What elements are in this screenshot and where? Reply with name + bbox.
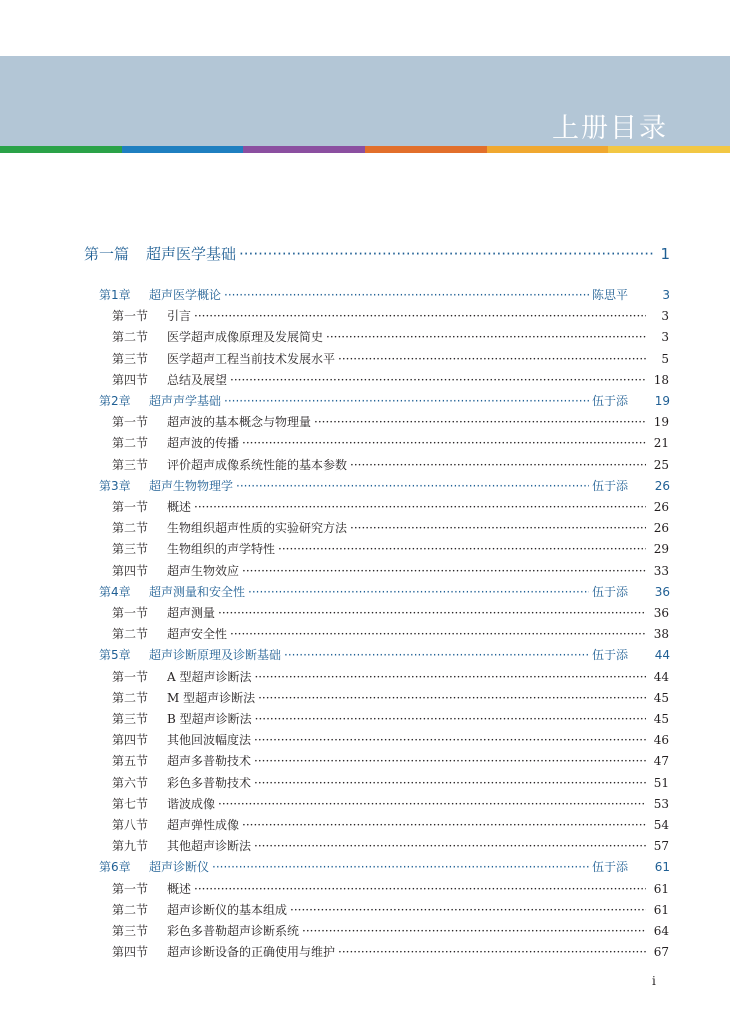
section-page: 67 bbox=[653, 945, 669, 960]
chapter-page: 26 bbox=[654, 478, 670, 493]
section-number: 第一节 bbox=[112, 415, 149, 430]
section-page: 61 bbox=[653, 902, 669, 917]
section-title: 医学超声成像原理及发展简史 bbox=[167, 330, 324, 345]
leader-dots bbox=[248, 585, 589, 599]
section-title: M 型超声诊断法 bbox=[167, 690, 256, 705]
section-number: 第七节 bbox=[112, 796, 149, 811]
leader-dots bbox=[255, 712, 646, 726]
part-page: 1 bbox=[660, 245, 670, 263]
leader-dots bbox=[258, 691, 646, 705]
section-entry[interactable] bbox=[112, 922, 669, 939]
section-title: 超声测量 bbox=[167, 606, 216, 620]
section-page: 36 bbox=[653, 606, 669, 620]
section-title: 彩色多普勒超声诊断系统 bbox=[167, 924, 300, 938]
section-title: 超声生物效应 bbox=[167, 563, 240, 578]
leader-dots bbox=[350, 458, 646, 472]
section-entry[interactable] bbox=[112, 731, 669, 748]
leader-dots bbox=[236, 479, 589, 493]
section-title: 超声波的基本概念与物理量 bbox=[167, 415, 312, 430]
chapter-entry[interactable] bbox=[99, 286, 670, 303]
section-number: 第一节 bbox=[112, 309, 149, 324]
section-title: A 型超声诊断法 bbox=[167, 669, 252, 684]
section-page: 46 bbox=[653, 733, 669, 748]
stripe-segment bbox=[608, 146, 730, 153]
chapter-number: 第4章 bbox=[99, 584, 131, 599]
section-title: 生物组织超声性质的实验研究方法 bbox=[167, 521, 348, 536]
section-page: 3 bbox=[661, 309, 669, 324]
chapter-page: 19 bbox=[654, 394, 670, 408]
chapter-author: 伍于添 bbox=[592, 394, 629, 408]
stripe-segment bbox=[0, 146, 122, 153]
section-number: 第五节 bbox=[112, 754, 149, 769]
section-page: 61 bbox=[653, 881, 669, 896]
chapter-title: 超声医学概论 bbox=[149, 288, 222, 302]
leader-dots bbox=[230, 627, 646, 641]
section-page: 5 bbox=[661, 351, 669, 366]
section-number: 第四节 bbox=[112, 733, 149, 748]
section-title: 超声安全性 bbox=[167, 627, 228, 642]
part-number: 第一篇 bbox=[84, 245, 130, 263]
section-title: 医学超声工程当前技术发展水平 bbox=[167, 351, 336, 366]
section-number: 第二节 bbox=[112, 521, 149, 536]
section-page: 64 bbox=[653, 924, 669, 938]
section-page: 51 bbox=[653, 775, 669, 790]
section-number: 第三节 bbox=[112, 457, 149, 472]
section-page: 21 bbox=[653, 436, 669, 451]
chapter-title: 超声测量和安全性 bbox=[149, 584, 246, 599]
section-number: 第三节 bbox=[112, 924, 149, 938]
section-entry[interactable] bbox=[112, 540, 669, 557]
chapter-number: 第3章 bbox=[99, 478, 131, 493]
section-page: 33 bbox=[653, 563, 669, 578]
section-title: 总结及展望 bbox=[167, 372, 228, 387]
section-number: 第二节 bbox=[112, 436, 149, 451]
section-page: 29 bbox=[653, 542, 669, 557]
chapter-page: 61 bbox=[654, 860, 670, 875]
section-entry[interactable] bbox=[112, 668, 669, 685]
section-number: 第四节 bbox=[112, 372, 149, 387]
section-number: 第四节 bbox=[112, 563, 149, 578]
leader-dots bbox=[194, 309, 646, 323]
chapter-author: 陈思平 bbox=[592, 288, 629, 302]
section-page: 45 bbox=[653, 712, 669, 726]
leader-dots bbox=[284, 648, 589, 662]
section-entry[interactable] bbox=[112, 519, 669, 536]
chapter-entry[interactable] bbox=[99, 646, 670, 663]
section-number: 第四节 bbox=[112, 945, 149, 960]
leader-dots bbox=[350, 521, 646, 535]
leader-dots bbox=[224, 288, 589, 302]
leader-dots bbox=[326, 330, 646, 344]
chapter-entry[interactable] bbox=[99, 858, 670, 875]
section-page: 38 bbox=[653, 627, 669, 642]
section-page: 45 bbox=[653, 690, 669, 705]
part-title: 超声医学基础 bbox=[146, 245, 237, 263]
chapter-title: 超声生物物理学 bbox=[149, 478, 234, 493]
part-entry[interactable] bbox=[84, 243, 670, 264]
section-title: 超声波的传播 bbox=[167, 436, 240, 451]
section-entry[interactable] bbox=[112, 625, 669, 642]
leader-dots bbox=[254, 776, 646, 790]
leader-dots bbox=[290, 903, 646, 917]
section-entry[interactable] bbox=[112, 774, 669, 791]
leader-dots bbox=[314, 415, 646, 429]
header-band bbox=[0, 56, 730, 146]
leader-dots bbox=[302, 924, 646, 938]
section-page: 47 bbox=[653, 754, 669, 769]
section-title: 超声诊断仪的基本组成 bbox=[167, 902, 288, 917]
section-title: 超声弹性成像 bbox=[167, 818, 240, 832]
chapter-author: 伍于添 bbox=[592, 584, 629, 599]
chapter-title: 超声诊断仪 bbox=[149, 860, 210, 875]
chapter-entry[interactable] bbox=[99, 392, 670, 409]
section-page: 19 bbox=[653, 415, 669, 430]
leader-dots bbox=[242, 564, 646, 578]
section-number: 第六节 bbox=[112, 775, 149, 790]
section-entry[interactable] bbox=[112, 456, 669, 473]
section-page: 57 bbox=[653, 839, 669, 854]
section-title: B 型超声诊断法 bbox=[167, 712, 252, 726]
section-entry[interactable] bbox=[112, 816, 669, 833]
section-title: 生物组织的声学特性 bbox=[167, 542, 276, 557]
chapter-author: 伍于添 bbox=[592, 478, 629, 493]
chapter-entry[interactable] bbox=[99, 583, 670, 600]
section-number: 第二节 bbox=[112, 690, 149, 705]
chapter-number: 第1章 bbox=[99, 288, 131, 302]
section-number: 第一节 bbox=[112, 606, 149, 620]
section-page: 26 bbox=[653, 500, 669, 514]
leader-dots bbox=[230, 373, 646, 387]
leader-dots bbox=[338, 352, 646, 366]
section-title: 超声诊断设备的正确使用与维护 bbox=[167, 945, 336, 960]
section-entry[interactable] bbox=[112, 880, 669, 897]
section-title: 超声多普勒技术 bbox=[167, 754, 252, 769]
section-number: 第二节 bbox=[112, 627, 149, 642]
section-title: 彩色多普勒技术 bbox=[167, 775, 252, 790]
chapter-number: 第6章 bbox=[99, 860, 131, 875]
chapter-page: 44 bbox=[654, 648, 670, 663]
stripe-segment bbox=[487, 146, 609, 153]
section-entry[interactable] bbox=[112, 413, 669, 430]
section-entry[interactable] bbox=[112, 943, 669, 960]
section-number: 第二节 bbox=[112, 902, 149, 917]
section-entry[interactable] bbox=[112, 498, 669, 515]
leader-dots bbox=[194, 500, 646, 514]
section-page: 54 bbox=[653, 818, 669, 832]
section-page: 53 bbox=[653, 796, 669, 811]
section-title: 引言 bbox=[167, 309, 192, 324]
leader-dots bbox=[239, 245, 653, 263]
leader-dots bbox=[242, 436, 646, 450]
section-entry[interactable] bbox=[112, 689, 669, 706]
leader-dots bbox=[194, 882, 646, 896]
section-number: 第三节 bbox=[112, 712, 149, 726]
chapter-page: 36 bbox=[654, 584, 670, 599]
section-number: 第一节 bbox=[112, 669, 149, 684]
leader-dots bbox=[254, 754, 646, 768]
page-folio: i bbox=[652, 974, 656, 988]
leader-dots bbox=[224, 394, 589, 408]
leader-dots bbox=[212, 860, 589, 874]
section-number: 第二节 bbox=[112, 330, 149, 345]
section-title: 评价超声成像系统性能的基本参数 bbox=[167, 457, 348, 472]
section-title: 谐波成像 bbox=[167, 796, 216, 811]
stripe-segment bbox=[122, 146, 244, 153]
section-number: 第三节 bbox=[112, 542, 149, 557]
page-title: 上册目录 bbox=[552, 113, 668, 144]
section-page: 25 bbox=[653, 457, 669, 472]
section-number: 第一节 bbox=[112, 500, 149, 514]
leader-dots bbox=[218, 606, 646, 620]
chapter-author: 伍于添 bbox=[592, 648, 629, 663]
section-page: 18 bbox=[653, 372, 669, 387]
chapter-number: 第2章 bbox=[99, 394, 131, 408]
chapter-author: 伍于添 bbox=[592, 860, 629, 875]
leader-dots bbox=[254, 839, 646, 853]
leader-dots bbox=[242, 818, 646, 832]
section-number: 第八节 bbox=[112, 818, 149, 832]
chapter-entry[interactable] bbox=[99, 477, 670, 494]
section-entry[interactable] bbox=[112, 710, 669, 727]
leader-dots bbox=[254, 670, 646, 684]
section-entry[interactable] bbox=[112, 328, 669, 345]
section-page: 44 bbox=[653, 669, 669, 684]
section-entry[interactable] bbox=[112, 434, 669, 451]
section-entry[interactable] bbox=[112, 307, 669, 324]
leader-dots bbox=[218, 797, 646, 811]
section-number: 第九节 bbox=[112, 839, 149, 854]
section-entry[interactable] bbox=[112, 562, 669, 579]
stripe-segment bbox=[365, 146, 487, 153]
section-entry[interactable] bbox=[112, 837, 669, 854]
section-number: 第三节 bbox=[112, 351, 149, 366]
section-page: 26 bbox=[653, 521, 669, 536]
section-entry[interactable] bbox=[112, 752, 669, 769]
section-entry[interactable] bbox=[112, 795, 669, 812]
section-entry[interactable] bbox=[112, 901, 669, 918]
leader-dots bbox=[278, 542, 646, 556]
section-title: 概述 bbox=[167, 500, 192, 514]
section-entry[interactable] bbox=[112, 350, 669, 367]
section-title: 其他回波幅度法 bbox=[167, 733, 252, 748]
section-title: 其他超声诊断法 bbox=[167, 839, 252, 854]
section-entry[interactable] bbox=[112, 371, 669, 388]
leader-dots bbox=[254, 733, 646, 747]
section-number: 第一节 bbox=[112, 881, 149, 896]
stripe-segment bbox=[243, 146, 365, 153]
section-page: 3 bbox=[661, 330, 669, 345]
section-title: 概述 bbox=[167, 881, 192, 896]
chapter-number: 第5章 bbox=[99, 648, 131, 663]
section-entry[interactable] bbox=[112, 604, 669, 621]
leader-dots bbox=[338, 945, 646, 959]
chapter-page: 3 bbox=[662, 288, 670, 302]
chapter-title: 超声声学基础 bbox=[149, 394, 222, 408]
chapter-title: 超声诊断原理及诊断基础 bbox=[149, 648, 282, 663]
color-stripe bbox=[0, 146, 730, 153]
